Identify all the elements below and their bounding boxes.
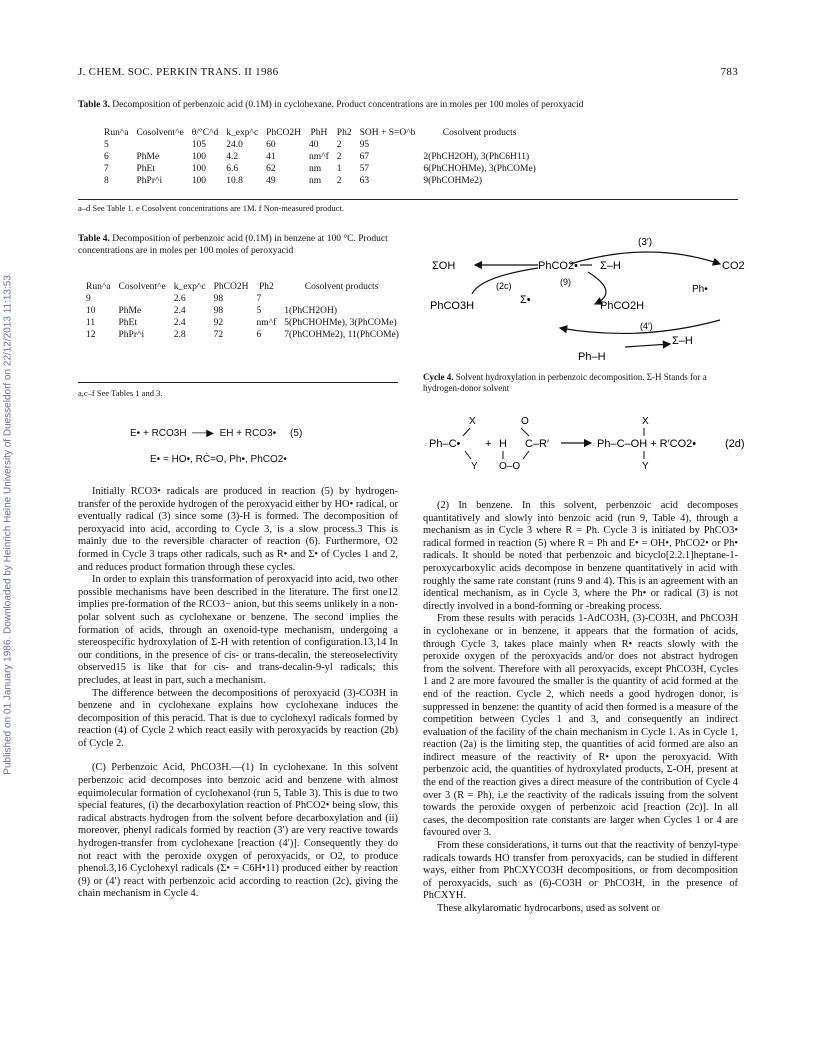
arrow-sh-bottom <box>625 344 670 347</box>
reaction2d <box>425 414 755 476</box>
table-cell: 9 <box>86 294 91 304</box>
arrow-3prime <box>570 252 720 264</box>
table-cell: PhMe <box>136 152 160 162</box>
table-cell <box>419 139 539 151</box>
table-cell: 100 <box>191 152 206 162</box>
table-cell: 6 <box>104 152 109 162</box>
left-column <box>78 486 398 901</box>
table-cell: 4.2 <box>226 152 239 162</box>
table4-header: Ph2 <box>258 282 274 292</box>
table-cell: 49 <box>266 176 276 186</box>
right-para-3: From these considerations, it turns out that the reactivity of benzyl-type radicals towards HO transfer from peroxyacids, can be studied in different ways, either from PhCXYCO3H decompositions, or from decomposition of peroxyacids, such as (6)-CO3H or PhCO3H, in the presence of PhCXYH. <box>423 840 738 902</box>
right-para-1: (2) In benzene. In this solvent, perbenzoic acid decomposes quantitatively and slowly into benzoic acid (run 9, Table 4), through a mechanism as in Cycle 3 where R = Ph. Cycle 3 is initiated by PhCO3• radical formed in reaction (5) where R = Ph and E• = OH•, PhCO2• or Ph• radicals. It should be noted that perbenzoic and bicyclo[2.2.1]heptane-1-peroxycarboxylic acids decompose in benzene quantitatively in acid with roughly the same rate constant (runs 9 and 4). This is an agreement with an identical mechanism, as in Cycle 3, where the Ph• or radical (3) is not directly involved in a bond-forming or -breaking process. <box>423 500 738 612</box>
table-cell: 1(PhCH2OH) <box>284 306 338 316</box>
label-phco2h: PhCO2H <box>600 300 645 312</box>
table-cell: 40 <box>309 140 319 150</box>
table-cell: 41 <box>266 152 276 162</box>
table3-caption: Table 3. Decomposition of perbenzoic acid (0.1M) in cyclohexane. Product concentrations are in moles per 100 moles of peroxyacid <box>78 100 584 110</box>
table-cell: 60 <box>266 140 276 150</box>
label-co2: CO2 <box>722 260 745 272</box>
table-cell: 6 <box>256 330 262 340</box>
svg-text:X: X <box>469 416 476 427</box>
label-sh-top: Σ–H <box>600 260 621 272</box>
table3-header: k_exp^c <box>226 128 259 138</box>
table-cell: 62 <box>266 164 276 174</box>
table-cell: PhMe <box>118 306 142 316</box>
table-cell: 24.0 <box>226 140 243 150</box>
reaction2d-number: (2d) <box>725 438 745 450</box>
table-row <box>82 329 403 341</box>
table-cell: 2.4 <box>173 318 186 328</box>
table-cell: 105 <box>191 140 206 150</box>
svg-text:X: X <box>642 416 649 427</box>
table3-header: PhCO2H <box>266 128 302 138</box>
svg-text:H: H <box>499 438 507 450</box>
table-cell: 5 <box>104 140 109 150</box>
table-cell: PhEt <box>136 164 155 174</box>
label-phco2-radical: PhCO2• <box>538 260 578 272</box>
table-cell: 92 <box>213 318 224 328</box>
table4-header: Cosolvent products <box>304 282 379 292</box>
reaction5: E• + RCO3H ──▶ EH + RCO3• (5) <box>130 428 303 439</box>
label-ph-h: Ph–H <box>578 351 606 363</box>
svg-text:O: O <box>521 416 529 427</box>
table-row <box>100 151 540 163</box>
table3-header: Ph2 <box>336 128 352 138</box>
label-9: (9) <box>560 277 571 287</box>
table-cell: 2.4 <box>173 306 186 316</box>
table-cell: 5(PhCHOHMe), 3(PhCOMe) <box>284 318 397 328</box>
table-cell: 7 <box>256 294 262 304</box>
table-cell: PhPr^i <box>118 330 145 340</box>
table4-footnote: a,c–f See Tables 1 and 3. <box>78 388 163 398</box>
table-cell: 1 <box>336 164 342 174</box>
label-ph-radical: Ph• <box>692 284 708 295</box>
table-cell: nm^f <box>309 152 329 162</box>
svg-text:C–R′: C–R′ <box>525 438 550 450</box>
left-para-1: Initially RCO3• radicals are produced in reaction (5) by hydrogen-transfer of the peroxide hydrogen of the peroxyacid either by HO• radical, or eventually radical (3) since some (3)-H is formed. The decomposition of peroxyacid into acid, according to Cycle 3, is a slow process.3 This is mainly due to the reversible character of reaction (6). Furthermore, O2 formed in Cycle 3 traps other radicals, such as R• and Σ• of Cycles 1 and 2, and reduces product formation through these cycles. <box>78 486 398 573</box>
reaction5-definitions: E• = HO•, RĊ=O, Ph•, PhCO2• <box>150 454 287 465</box>
left-para-2: In order to explain this transformation of peroxyacid into acid, two other possible mechanisms have been described in the literature. The first one12 implies pre-formation of the RCO3− anion, but this seems unlikely in a non-polar solvent such as cyclohexane or benzene. The second implies the formation of acids, through an oxenoid-type mechanism, undergoing a stereospecific hydroxylation of Σ-H with retention of configuration.13,14 In our conditions, in the presence of cis- or trans-decalin, the stereoselectivity observed15 is like that for cis- and trans-decalin-9-yl radicals; this precludes, at least in part, such a mechanism. <box>78 574 398 686</box>
svg-text:Y: Y <box>471 461 478 472</box>
table-row <box>82 293 403 305</box>
side-watermark: Published on 01 January 1986. Downloaded by Heinrich Heine University of Duesseldorf on 22/12/2013 11:13:53. <box>2 272 14 775</box>
table4-header: Run^a <box>86 282 111 292</box>
table3-header: Cosolvent^e <box>136 128 184 138</box>
table-cell: PhPr^i <box>136 176 163 186</box>
product-2d: Ph–C–OH + R′CO2• <box>597 438 697 450</box>
label-soh: ΣOH <box>432 260 456 272</box>
table-row <box>100 175 540 187</box>
table-row <box>82 305 403 317</box>
table3-rule <box>78 199 738 200</box>
table-cell: 100 <box>191 176 206 186</box>
label-2c: (2c) <box>496 281 512 291</box>
table-row <box>82 317 403 329</box>
table-row <box>100 163 540 175</box>
table-cell: 95 <box>359 140 370 150</box>
right-column <box>423 500 738 916</box>
table-cell: nm <box>309 176 322 186</box>
table3-header: θ/°C^d <box>191 128 219 138</box>
table4 <box>82 281 403 341</box>
table3-footnote: a–d See Table 1. e Cosolvent concentrations are 1M. f Non-measured product. <box>78 203 344 213</box>
table-cell: 10 <box>86 306 96 316</box>
table3-header: SOH + S=O^b <box>359 128 416 138</box>
table4-rule <box>78 382 398 383</box>
table3 <box>100 127 540 187</box>
table-cell: 7 <box>104 164 109 174</box>
label-phco3h: PhCO3H <box>430 300 475 312</box>
table-cell: 57 <box>359 164 370 174</box>
label-sh-bottom: Σ–H <box>672 335 693 347</box>
table-cell: 11 <box>86 318 96 328</box>
table-cell: nm^f <box>256 318 277 328</box>
label-4prime: (4′) <box>640 321 653 331</box>
table-cell: 6.6 <box>226 164 239 174</box>
table-cell: 67 <box>359 152 370 162</box>
table-cell: 72 <box>213 330 224 340</box>
right-para-4: These alkylaromatic hydrocarbons, used as solvent or <box>437 903 661 914</box>
table-cell: 98 <box>213 306 224 316</box>
table-cell: 7(PhCOHMe2), 11(PhCOMe) <box>284 330 399 340</box>
table-row <box>100 139 540 151</box>
table-cell: 63 <box>359 176 370 186</box>
table-cell: PhEt <box>118 318 137 328</box>
table-cell: 2.6 <box>173 294 186 304</box>
table-cell: 9(PhCOHMe2) <box>423 176 482 186</box>
table-cell <box>115 293 170 305</box>
table-cell: 100 <box>191 164 206 174</box>
table-cell: 2 <box>336 152 342 162</box>
table-cell: 6(PhCHOHMe), 3(PhCOMe) <box>423 164 536 174</box>
svg-text:Ph–C•: Ph–C• <box>429 438 461 450</box>
table-cell: 8 <box>104 176 109 186</box>
table-cell: 12 <box>86 330 96 340</box>
left-para-3: The difference between the decompositions of peroxyacid (3)-CO3H in benzene and in cyclohexane explains how cyclohexane induces the decomposition of this peracid. That is due to cyclohexyl radicals formed by reaction (4) of Cycle 2 which react easily with peroxyacids by reaction (2b) of Cycle 2. <box>78 687 398 749</box>
table4-header: PhCO2H <box>213 282 249 292</box>
svg-text:O–O: O–O <box>499 461 521 472</box>
table-cell <box>280 293 403 305</box>
svg-text:+: + <box>485 438 492 450</box>
svg-text:Y: Y <box>642 461 649 472</box>
table-cell: 2.8 <box>173 330 186 340</box>
table-cell: 10.8 <box>226 176 243 186</box>
table-cell: 5 <box>256 306 262 316</box>
table-cell: nm <box>309 164 322 174</box>
label-sigma-radical: Σ• <box>520 294 531 306</box>
journal-header: J. CHEM. SOC. PERKIN TRANS. II 1986 <box>78 66 279 78</box>
table3-header: Cosolvent products <box>442 128 517 138</box>
table-cell <box>133 139 188 151</box>
table-cell: 98 <box>213 294 224 304</box>
label-3prime: (3′) <box>638 237 653 248</box>
page-number: 783 <box>720 66 738 78</box>
left-para-4: (C) Perbenzoic Acid, PhCO3H.—(1) In cyclohexane. In this solvent perbenzoic acid decomposes into benzoic acid and benzene with almost equimolecular formation of cyclohexanol (run 5, Table 3). This is due to two special features, (i) the decarboxylation reaction of PhCO2• being slow, this radical abstracts hydrogen from the solvent before decarboxylation and (ii) moreover, phenyl radicals formed by reaction (3′) are very reactive towards hydrogen-transfer from cyclohexane [reaction (4′)]. Consequently they do not react with the peroxide oxygen of peroxyacids, or O2, to produce phenol.3,16 Cyclohexyl radicals (Σ• = C6H•11) produced either by reaction (9) or (4′) react with perbenzoic acid according to reaction (2c), giving the chain mechanism in Cycle 4. <box>78 762 398 900</box>
table3-header: Run^a <box>104 128 129 138</box>
cycle4-caption: Cycle 4. Solvent hydroxylation in perbenzoic decomposition. Σ-H Stands for a hydrogen-donor solvent <box>423 372 707 393</box>
cycle4-scheme <box>420 232 750 374</box>
table4-header: Cosolvent^e <box>118 282 166 292</box>
table4-header: k_exp^c <box>173 282 206 292</box>
table-cell: 2 <box>336 176 342 186</box>
table4-caption: Table 4. Decomposition of perbenzoic acid (0.1M) in benzene at 100 °C. Product concentrations are in moles per 100 moles of peroxyacid <box>78 234 388 256</box>
table3-header: PhH <box>310 128 328 138</box>
table-cell: 2(PhCH2OH), 3(PhC6H11) <box>423 152 530 162</box>
right-para-2: From these results with peracids 1-AdCO3H, (3)-CO3H, and PhCO3H in cyclohexane or in benzene, it appears that the formation of acids, through Cycle 3, takes place mainly when R• reacts slowly with the peroxide oxygen of the peroxyacids and/or does not abstract hydrogen from the solvent. Therefore with all peroxyacids, except PhCO3H, Cycles 1 and 2 are more favoured the smaller is the quantity of acid formed at the end of the reaction. Cycle 2, which needs a good hydrogen donor, is suppressed in benzene: the quantity of acid then formed is a measure of the competition between Cycles 1 and 3, and consequently an indirect evaluation of the facility of the chain mechanism in Cycle 1. As in Cycle 1, reaction (2a) is the limiting step, the quantities of acid formed are also an indirect measure of the reactivity of R• upon the peroxyacid. With perbenzoic acid, the quantities of hydroxylated products, Σ-OH, present at the end of the reaction gives a direct measure of the contribution of Cycle 4 over 3 (R = Ph), i.e the reactivity of the radicals issuing from the solvent towards the peroxide oxygen of perbenzoic acid [reaction (2c)]. In all cases, the decomposition rate constants are larger when Cycles 1 or 4 are favoured over 3. <box>423 613 738 839</box>
table-cell: 2 <box>336 140 342 150</box>
